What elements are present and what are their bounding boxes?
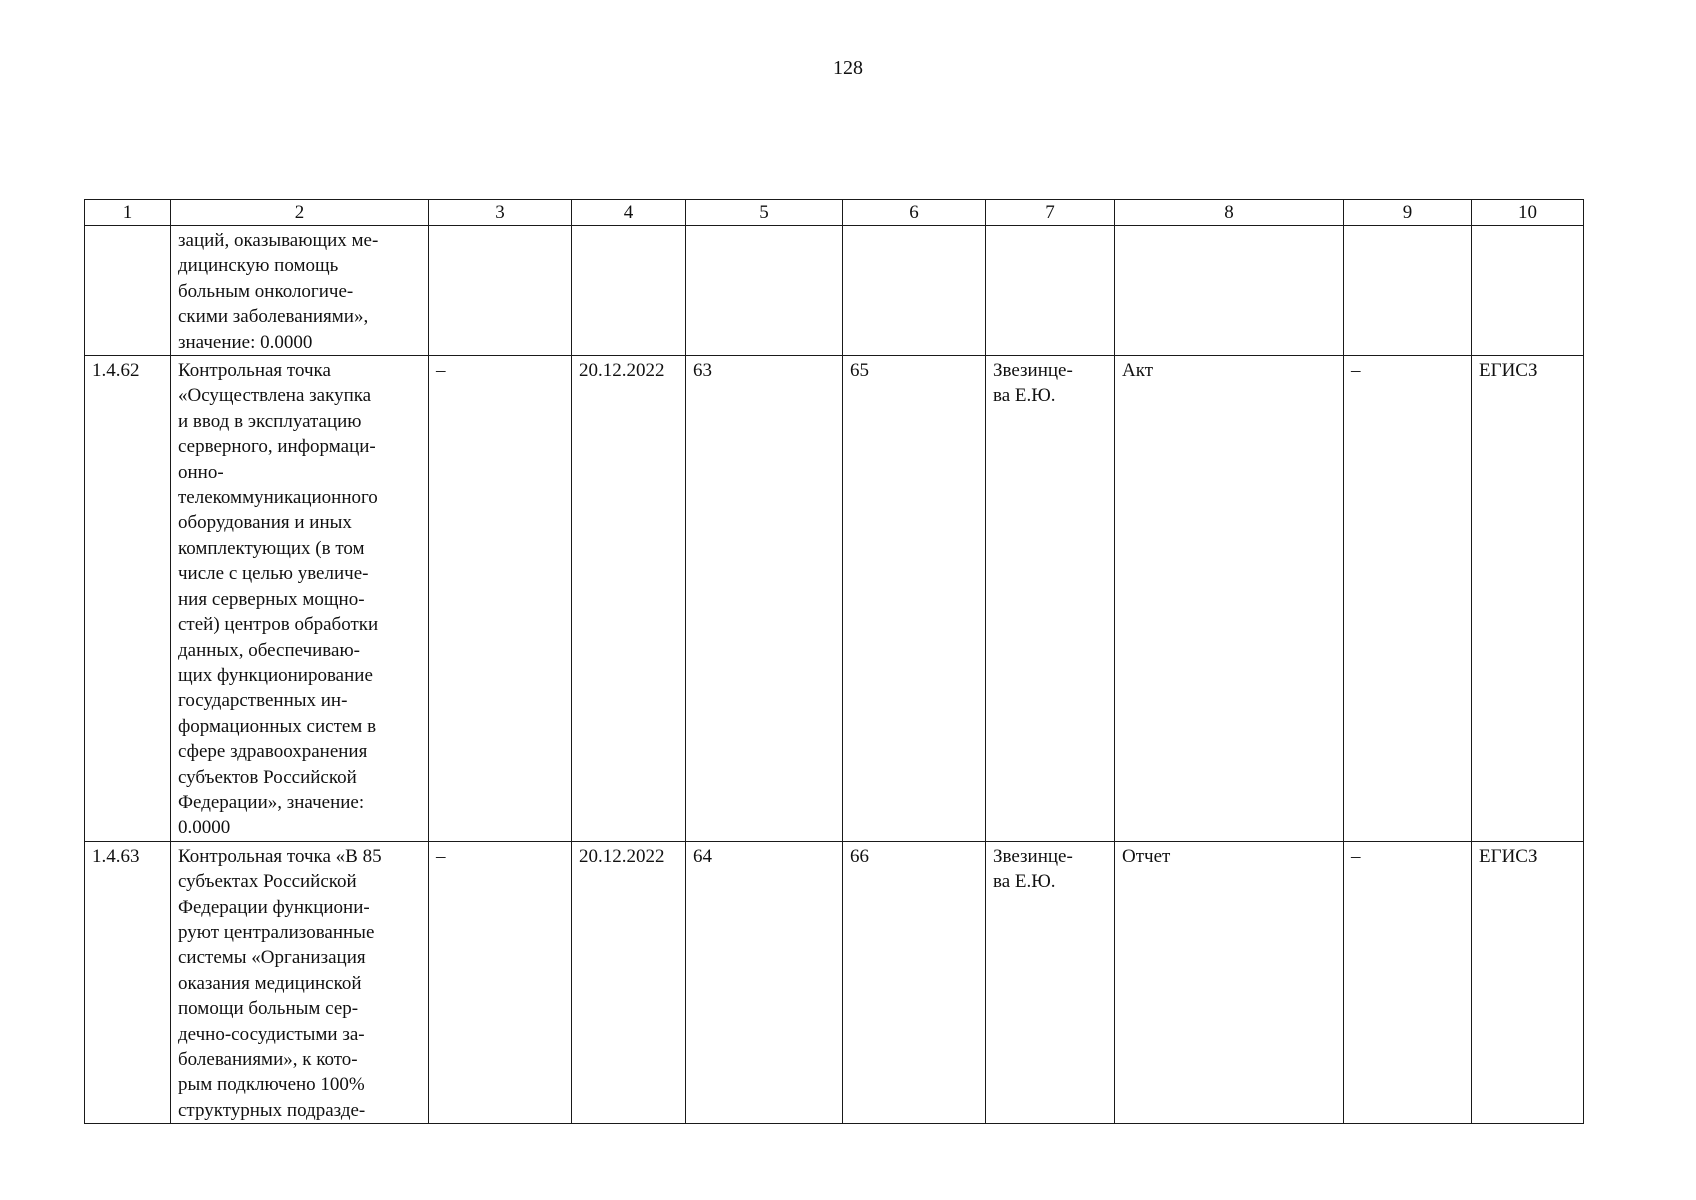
cell-responsible bbox=[986, 356, 1115, 842]
column-header-6: 6 bbox=[843, 200, 986, 226]
column-header-1: 1 bbox=[85, 200, 171, 226]
cell-col6 bbox=[843, 226, 986, 356]
cell-col6 bbox=[843, 356, 986, 842]
cell-col9-text: – bbox=[1351, 845, 1361, 867]
cell-col3 bbox=[429, 356, 572, 842]
cell-id bbox=[85, 356, 171, 842]
cell-col9 bbox=[1344, 841, 1472, 1123]
cell-col9 bbox=[1344, 356, 1472, 842]
page-number: 128 bbox=[833, 57, 863, 79]
column-header-2: 2 bbox=[171, 200, 429, 226]
plan-table bbox=[84, 199, 1584, 1124]
column-header-4: 4 bbox=[572, 200, 686, 226]
cell-responsible bbox=[986, 226, 1115, 356]
cell-document bbox=[1115, 841, 1344, 1123]
cell-col9-text: – bbox=[1351, 360, 1361, 382]
cell-id-text: 1.4.62 bbox=[92, 360, 140, 382]
cell-description bbox=[171, 356, 429, 842]
cell-responsible bbox=[986, 841, 1115, 1123]
column-header-7: 7 bbox=[986, 200, 1115, 226]
cell-col3-text: – bbox=[436, 845, 446, 867]
cell-date bbox=[572, 226, 686, 356]
cell-description-text: Контрольная точка «Осуществлена закупка и ввод в эксплуатацию серверного, информаци- онно- телекоммуникационного оборудования и иных комплектующих (в том числе с целью увеличе- ния серверных мощно- стей) центров обработки данных, обеспечиваю- щих функционирование государственных ин- формационных систем в сфере здравоохранения субъектов Российской Федерации», значение: 0.0000 bbox=[178, 360, 379, 839]
table-row bbox=[85, 356, 1584, 842]
cell-date bbox=[572, 841, 686, 1123]
cell-document bbox=[1115, 356, 1344, 842]
cell-system bbox=[1472, 356, 1584, 842]
cell-date-text: 20.12.2022 bbox=[579, 845, 665, 867]
column-header-8: 8 bbox=[1115, 200, 1344, 226]
cell-col6-text: 65 bbox=[850, 360, 869, 382]
cell-date-text: 20.12.2022 bbox=[579, 360, 665, 382]
cell-description-text: заций, оказывающих ме- дицинскую помощь больным онкологиче- скими заболеваниями», значение: 0.0000 bbox=[178, 230, 379, 353]
cell-date bbox=[572, 356, 686, 842]
cell-id-text: 1.4.63 bbox=[92, 845, 140, 867]
table-row bbox=[85, 841, 1584, 1123]
cell-document-text: Отчет bbox=[1122, 845, 1171, 867]
cell-system bbox=[1472, 841, 1584, 1123]
table-row bbox=[85, 226, 1584, 356]
column-header-9: 9 bbox=[1344, 200, 1472, 226]
cell-document bbox=[1115, 226, 1344, 356]
column-header-3: 3 bbox=[429, 200, 572, 226]
cell-description bbox=[171, 226, 429, 356]
cell-col3 bbox=[429, 841, 572, 1123]
cell-document-text: Акт bbox=[1122, 360, 1154, 382]
cell-system-text: ЕГИСЗ bbox=[1479, 845, 1538, 867]
cell-col5 bbox=[686, 841, 843, 1123]
cell-col9 bbox=[1344, 226, 1472, 356]
cell-col5 bbox=[686, 356, 843, 842]
cell-system-text: ЕГИСЗ bbox=[1479, 360, 1538, 382]
cell-id bbox=[85, 226, 171, 356]
cell-col3 bbox=[429, 226, 572, 356]
cell-responsible-text: Звезинце- ва Е.Ю. bbox=[993, 845, 1073, 893]
cell-col3-text: – bbox=[436, 360, 446, 382]
cell-system bbox=[1472, 226, 1584, 356]
cell-col5-text: 64 bbox=[693, 845, 712, 867]
cell-col5 bbox=[686, 226, 843, 356]
cell-col6-text: 66 bbox=[850, 845, 869, 867]
cell-col5-text: 63 bbox=[693, 360, 712, 382]
cell-responsible-text: Звезинце- ва Е.Ю. bbox=[993, 360, 1073, 407]
header-row bbox=[85, 200, 1584, 226]
cell-id bbox=[85, 841, 171, 1123]
column-header-5: 5 bbox=[686, 200, 843, 226]
cell-description-text: Контрольная точка «В 85 субъектах Российской Федерации функциони- руют централизованные системы «Организация оказания медицинской помощи больным сер- дечно-сосудистыми за- болеваниями», к кото- рым подключено 100% структурных подразде- bbox=[178, 845, 382, 1121]
cell-description bbox=[171, 841, 429, 1123]
column-header-10: 10 bbox=[1472, 200, 1584, 226]
cell-col6 bbox=[843, 841, 986, 1123]
